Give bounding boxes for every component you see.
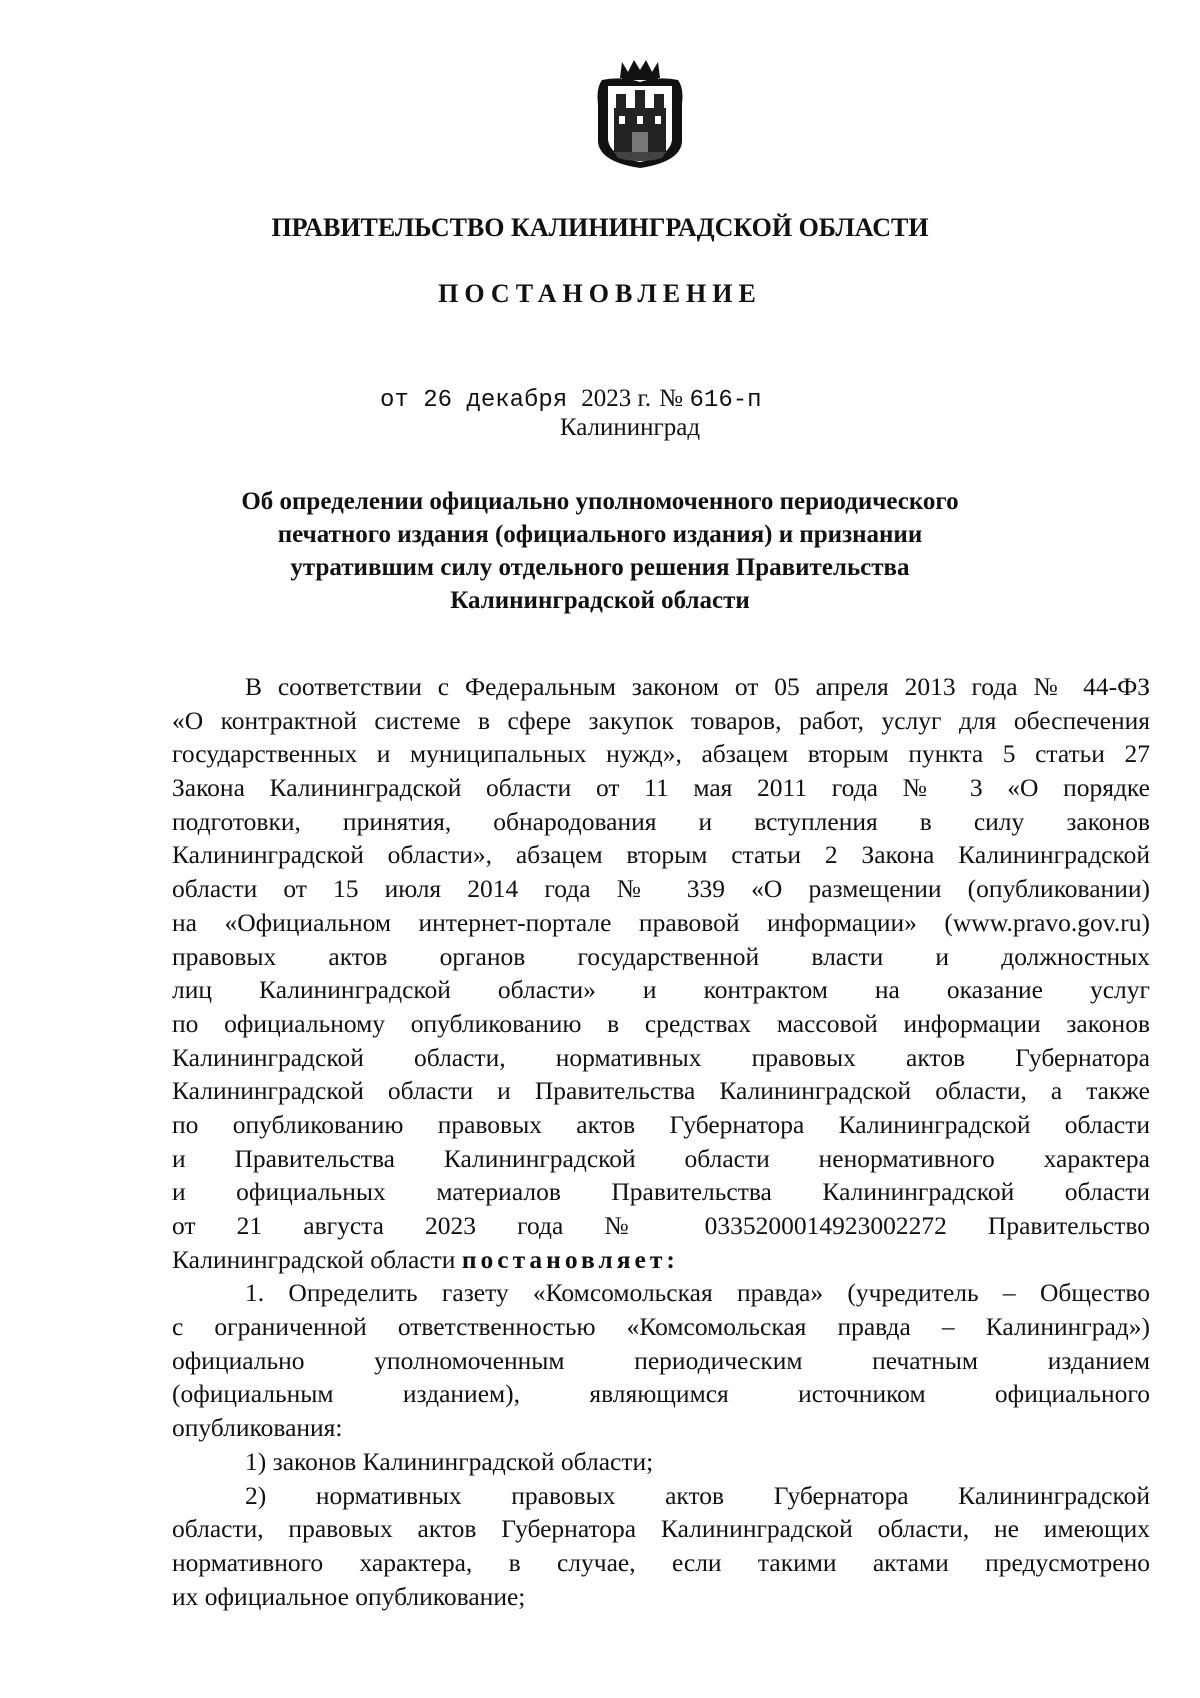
body-line: Закона Калининградской области от 11 мая 2011 года № 3 «О порядке	[172, 773, 1150, 803]
body-line: лиц Калининградской области» и контрактом на оказание услуг	[172, 975, 1150, 1005]
subject-line: печатного издания (официального издания) и признании	[277, 521, 923, 548]
body-line: Калининградской области и Правительства Калининградской области, а также	[172, 1076, 1150, 1106]
subject-line: Калининградской области	[450, 587, 750, 614]
body-line: по официальному опубликованию в средствах массовой информации законов	[172, 1008, 1150, 1038]
subject-line: утратившим силу отдельного решения Правительства	[290, 554, 910, 581]
body-line: области от 15 июля 2014 года № 339 «О размещении (опубликовании)	[172, 874, 1150, 904]
body-line: на «Официальном интернет-портале правовой информации» (www.pravo.gov.ru)	[172, 907, 1150, 937]
resolves-line	[172, 1243, 1150, 1277]
document-subject	[200, 485, 1000, 617]
document-number: 616-п	[689, 387, 762, 414]
body-line: В соответствии с Федеральным законом от 05 апреля 2013 года № 44-ФЗ	[245, 672, 1150, 701]
item-line: опубликования:	[172, 1413, 343, 1443]
subitem-2-line: их официальное опубликование;	[172, 1581, 526, 1611]
document-type: ПОСТАНОВЛЕНИЕ	[438, 279, 762, 308]
number-sign: №	[659, 385, 684, 412]
body-line: и официальных материалов Правительства Калининградской области	[172, 1177, 1150, 1207]
subject-line: Об определении официально уполномоченного периодического	[241, 488, 959, 515]
body-line: по опубликованию правовых актов Губернатора Калининградской области	[172, 1109, 1150, 1139]
item-line: с ограниченной ответственностью «Комсомольская правда – Калининград»)	[172, 1312, 1150, 1342]
resolves-word: постановляет:	[461, 1244, 679, 1274]
item-line: 1. Определить газету «Комсомольская правда» (учредитель – Общество	[245, 1278, 1150, 1308]
body-line: Калининградской области, нормативных правовых актов Губернатора	[172, 1042, 1150, 1072]
body-line: государственных и муниципальных нужд», абзацем вторым пункта 5 статьи 27	[172, 739, 1150, 769]
subitem-2-line: области, правовых актов Губернатора Калининградской области, не имеющих	[172, 1514, 1150, 1544]
document-date: от 26 декабря	[380, 387, 568, 414]
date-number-line	[380, 383, 840, 414]
body-line: Калининградской области», абзацем вторым статьи 2 Закона Калининградской	[172, 840, 1150, 870]
document-body	[172, 670, 1150, 1613]
item-line: (официальным изданием), являющимся источником официального	[172, 1379, 1150, 1409]
body-line: правовых актов органов государственной власти и должностных	[172, 941, 1150, 971]
body-line: от 21 августа 2023 года № 0335200014923002272 Правительство	[172, 1211, 1150, 1240]
document-year: 2023 г.	[581, 385, 652, 412]
subitem-1: 1) законов Калининградской области;	[245, 1446, 654, 1476]
body-line: подготовки, принятия, обнародования и вступления в силу законов	[172, 806, 1150, 836]
item-line: официально уполномоченным периодическим печатным изданием	[172, 1345, 1150, 1375]
government-title: ПРАВИТЕЛЬСТВО КАЛИНИНГРАДСКОЙ ОБЛАСТИ	[271, 213, 929, 242]
body-line: «О контрактной системе в сфере закупок товаров, работ, услуг для обеспечения	[172, 705, 1150, 735]
subitem-2-line: нормативного характера, в случае, если такими актами предусмотрено	[172, 1547, 1150, 1577]
coat-of-arms-emblem	[592, 58, 688, 170]
body-line: и Правительства Калининградской области ненормативного характера	[172, 1143, 1150, 1173]
document-place: Калининград	[559, 414, 701, 441]
subitem-2-line: 2) нормативных правовых актов Губернатора Калининградской	[245, 1480, 1150, 1510]
resolves-prefix: Калининградской области	[172, 1244, 456, 1274]
